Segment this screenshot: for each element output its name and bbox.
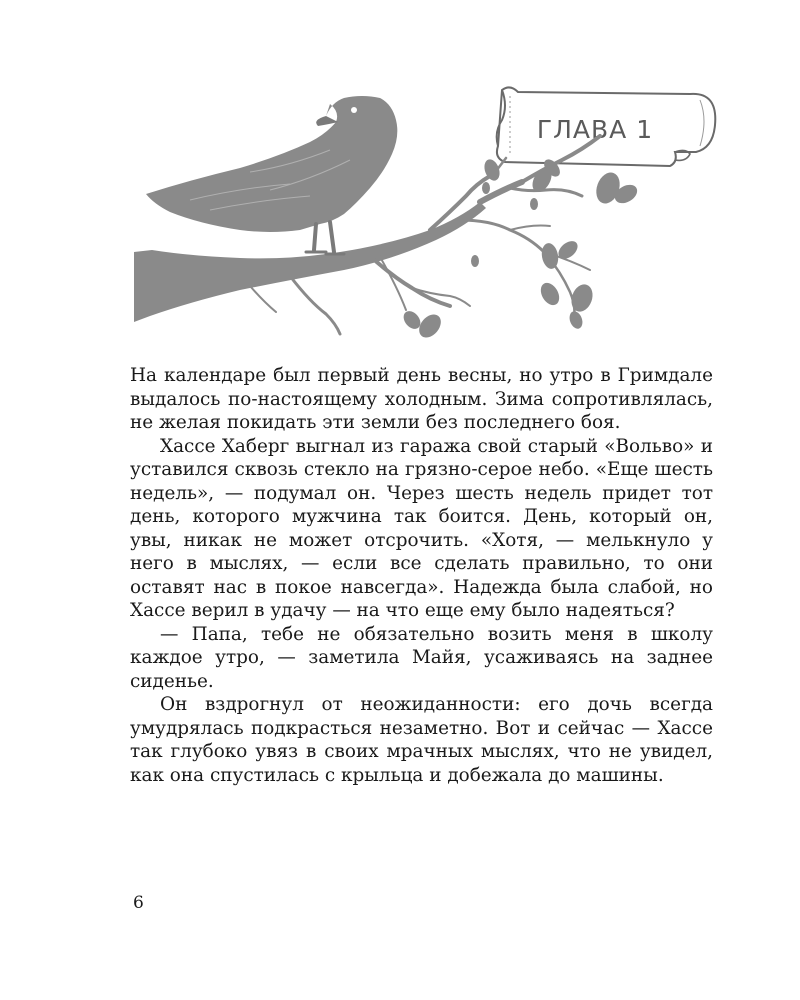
chapter-illustration [130, 80, 730, 350]
page-number: 6 [133, 893, 144, 913]
paragraph: Хассе Хаберг выгнал из гаража свой старый «Вольво» и уставился сквозь стекло на грязно-серое небо. «Еще шесть недель», — подумал он. Через шесть недель придет тот день, которого мужчина так боится. День, который он, увы, никак не может отсрочить. «Хотя, — мелькнуло у него в мыслях, — если все сделать правильно, то они оставят нас в покое навсегда». Надежда была слабой, но Хассе верил в удачу — на что еще ему было надеяться? [130, 435, 713, 621]
paragraph: На календаре был первый день весны, но утро в Гримдале выдалось по-настоящему холодным. Зима сопротивлялась, не желая покидать эти земли без последнего боя. [130, 365, 713, 433]
chapter-title: ГЛАВА 1 [536, 115, 654, 144]
raven-icon [146, 96, 397, 254]
chapter-banner [497, 87, 716, 166]
paragraph: Он вздрогнул от неожиданности: его дочь всегда умудрялась подкрасться незаметно. Вот и сейчас — Хассе так глубоко увяз в своих мрачных мыслях, что не увидел, как она спустилась с крыльца и добежала до машины. [130, 694, 713, 786]
paragraph: — Папа, тебе не обязательно возить меня в школу каждое утро, — заметила Майя, усаживаясь на заднее сиденье. [130, 623, 713, 692]
chapter-text [130, 364, 713, 787]
